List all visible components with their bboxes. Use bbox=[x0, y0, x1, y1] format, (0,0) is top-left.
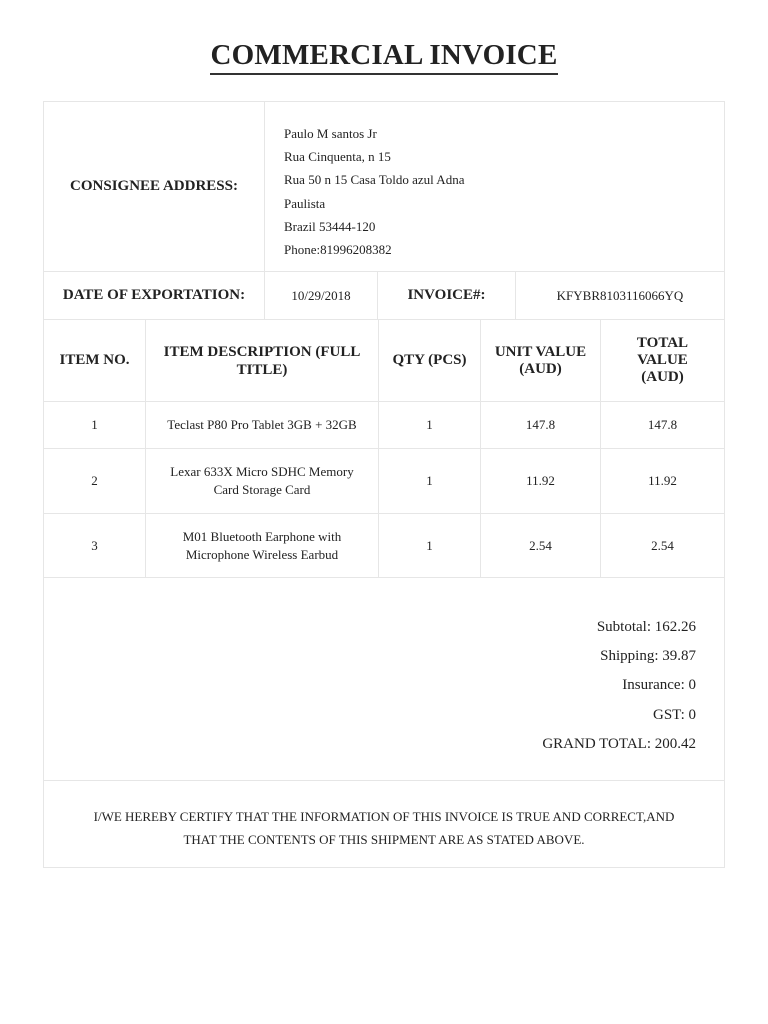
table-row bbox=[44, 449, 724, 514]
item-no: 2 bbox=[44, 449, 146, 513]
item-unit-value: 11.92 bbox=[481, 449, 601, 513]
item-qty: 1 bbox=[379, 449, 481, 513]
address-lines bbox=[284, 122, 464, 261]
shipping-line: Shipping: 39.87 bbox=[600, 648, 696, 665]
item-no: 1 bbox=[44, 402, 146, 448]
export-date-value: 10/29/2018 bbox=[265, 272, 378, 319]
address-line-name: Paulo M santos Jr bbox=[284, 126, 377, 141]
insurance-line: Insurance: 0 bbox=[622, 677, 696, 694]
totals-section bbox=[44, 578, 724, 781]
item-description: Lexar 633X Micro SDHC Memory Card Storage Card bbox=[146, 449, 379, 513]
header-qty: QTY (PCS) bbox=[379, 320, 481, 401]
item-no: 3 bbox=[44, 514, 146, 577]
address-line-street: Rua Cinquenta, n 15 bbox=[284, 149, 391, 165]
invoice-number-label: INVOICE#: bbox=[378, 272, 516, 319]
table-row bbox=[44, 514, 724, 578]
item-total-value: 2.54 bbox=[651, 537, 674, 553]
header-item-description: ITEM DESCRIPTION (FULL TITLE) bbox=[146, 320, 379, 401]
item-description: M01 Bluetooth Earphone with Microphone Wireless Earbud bbox=[146, 514, 379, 577]
address-line-detail: Rua 50 n 15 Casa Toldo azul Adna bbox=[284, 172, 465, 188]
export-row bbox=[44, 272, 724, 320]
consignee-row bbox=[44, 102, 724, 272]
header-total-value: TOTAL VALUE (AUD) bbox=[636, 335, 689, 385]
address-line-phone: Phone:81996208382 bbox=[284, 242, 392, 258]
table-row bbox=[44, 402, 724, 449]
item-unit-value: 2.54 bbox=[481, 514, 601, 577]
invoice-table bbox=[43, 101, 725, 868]
invoice-number-value: KFYBR8103116066YQ bbox=[556, 287, 684, 303]
invoice-title: COMMERCIAL INVOICE bbox=[210, 38, 557, 75]
export-date-label: DATE OF EXPORTATION: bbox=[44, 272, 265, 319]
gst-line: GST: 0 bbox=[652, 706, 696, 723]
address-line-city: Paulista bbox=[284, 195, 326, 211]
item-qty: 1 bbox=[379, 402, 481, 448]
item-total-value: 147.8 bbox=[647, 417, 678, 432]
consignee-address bbox=[265, 102, 724, 271]
address-line-country: Brazil 53444-120 bbox=[284, 218, 376, 234]
item-description: Teclast P80 Pro Tablet 3GB + 32GB bbox=[146, 402, 379, 448]
item-unit-value: 147.8 bbox=[481, 402, 601, 448]
invoice-title-wrap bbox=[0, 38, 768, 75]
item-qty: 1 bbox=[379, 514, 481, 577]
consignee-label: CONSIGNEE ADDRESS: bbox=[44, 102, 265, 271]
certification-text: I/WE HEREBY CERTIFY THAT THE INFORMATION OF THIS INVOICE IS TRUE AND CORRECT,AND THAT THE CONTENTS OF THIS SHIPMENT ARE AS STATED ABOVE. bbox=[93, 809, 675, 847]
header-item-no: ITEM NO. bbox=[44, 320, 146, 401]
header-unit-value: UNIT VALUE (AUD) bbox=[481, 320, 601, 401]
certification-section bbox=[44, 781, 724, 867]
item-total-value: 11.92 bbox=[648, 473, 677, 488]
totals-list bbox=[44, 578, 724, 759]
subtotal-line: Subtotal: 162.26 bbox=[596, 619, 696, 635]
grand-total-line: GRAND TOTAL: 200.42 bbox=[542, 735, 696, 752]
items-header-row bbox=[44, 320, 724, 402]
